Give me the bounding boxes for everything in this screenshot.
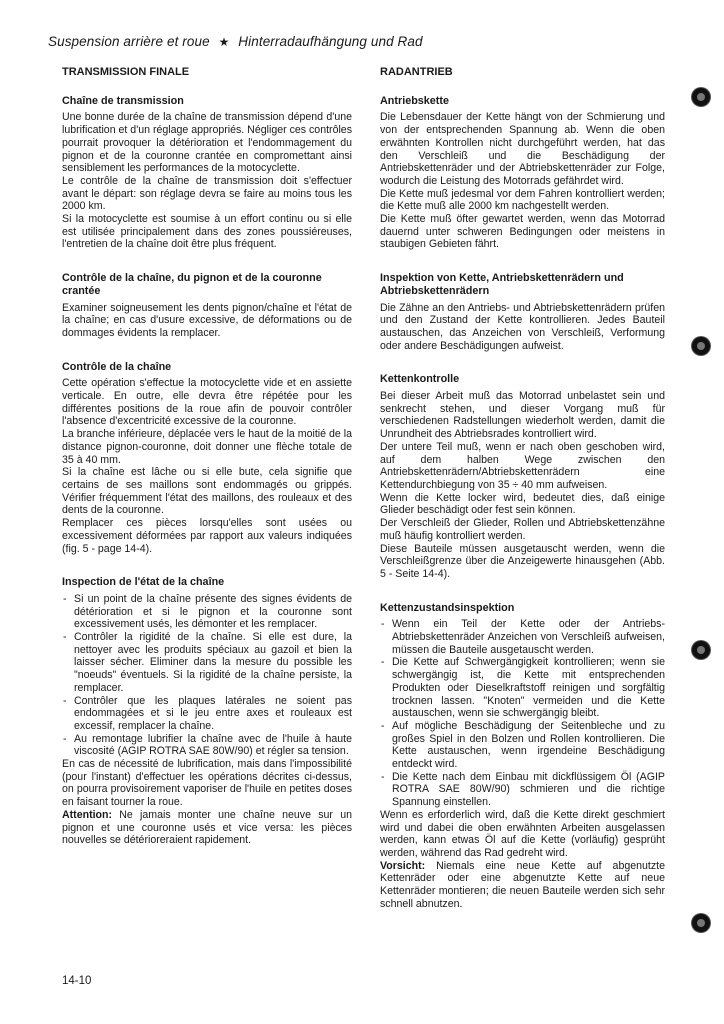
section-inspection-etat-chaine [62, 576, 352, 847]
list-item: - Die Kette auf Schwergängigkeit kontrollieren; wenn sie schwergängig ist, die Kette mit entsprechenden Produkten oder Dieselkraftstoff reinigen und sorgfältig trocknen lassen. "Knoten" vermeiden und die Kette austauschen, wenn sie schwergängig bleibt. [380, 656, 665, 720]
caution-label: Vorsicht: [380, 859, 426, 872]
header-french: Suspension arrière et roue [48, 34, 210, 49]
section-title-de: RADANTRIEB [380, 66, 453, 78]
binder-tab-dot-icon [692, 641, 710, 659]
star-separator-icon: ★ [218, 35, 230, 49]
list-item: - Auf mögliche Beschädigung der Seitenbleche und zu großes Spiel in den Bolzen und Rollen kontrollieren. Die Kette austauschen, wenn irgendeine Beschädigung entdeckt wird. [380, 720, 665, 771]
page-number: 14-10 [62, 975, 92, 987]
binder-tab-dot-icon [692, 88, 710, 106]
list-item: - Contrôler la rigidité de la chaîne. Si elle est dure, la nettoyer avec les produits spéciaux au gazoil et bien la laisser sécher. Eliminer dans la mesure du possible les "noeuds" éventuels. Si la rigidité de la chaîne persiste, la remplacer. [62, 631, 352, 695]
list-item: - Die Kette nach dem Einbau mit dickflüssigem Öl (AGIP ROTRA SAE 80W/90) schmieren und die richtige Spannung einstellen. [380, 771, 665, 809]
paragraph: Examiner soigneusement les dents pignon/chaîne et l'état de la chaîne; en cas d'usure excessive, de déformations ou de dommages évidents la remplacer. [62, 301, 352, 339]
heading: Chaîne de transmission [62, 94, 184, 107]
bullet-list [62, 593, 352, 758]
section-antriebskette [380, 95, 665, 251]
running-header [48, 34, 688, 49]
paragraph: Der untere Teil muß, wenn er nach oben geschoben wird, auf dem halben Wege zwischen den Antriebskettenrädern/Abtriebskettenrädern eine Kettendurchbiegung von 35 ÷ 40 mm aufweisen. [380, 440, 665, 491]
paragraph: Wenn es erforderlich wird, daß die Kette direkt geschmiert wird und dabei die oben erwähnten Arbeiten ausgelassen werden, kann etwas Öl auf die Kette (vorläufig) gesprüht werden, während das Rad gedreht wird. [380, 808, 665, 859]
paragraph: En cas de nécessité de lubrification, mais dans l'impossibilité (pour l'instant) d'effectuer les opérations décrites ci-dessus, on pourra provisoirement vaporiser de l'huile en petites doses en faisant tourner la roue. [62, 758, 352, 809]
list-item: - Wenn ein Teil der Kette oder der Antriebs-Abtriebskettenräder Anzeichen von Verschleiß aufweisen, müssen die Bauteile ausgetauscht werden. [380, 618, 665, 656]
header-german: Hinterradaufhängung und Rad [238, 34, 423, 49]
section-title-fr: TRANSMISSION FINALE [62, 66, 190, 78]
list-item: - Contrôler que les plaques latérales ne soient pas endommagées et si le jeu entre axes et rouleaux est excessif, remplacer la chaîne. [62, 695, 352, 733]
heading: Kettenkontrolle [380, 373, 460, 386]
section-controle-chaine [62, 361, 352, 556]
paragraph: Cette opération s'effectue la motocyclette vide et en assiette verticale. En outre, elle devra être répétée pour les différentes positions de la roue afin de pouvoir contrôler l'absence d'excentricité excessive de la couronne. [62, 377, 352, 428]
section-kettenkontrolle [380, 373, 665, 580]
paragraph: Die Zähne an den Antriebs- und Abtriebskettenrädern prüfen und den Zustand der Kette kontrollieren. Jedes Bauteil austauschen, das Anzeichen von Verschleiß, Verformung oder andere Beschädigungen aufweist. [380, 301, 665, 352]
paragraph: La branche inférieure, déplacée vers le haut de la moitié de la distance pignon-couronne, doit donner une flèche totale de 35 à 40 mm. [62, 428, 352, 466]
attention-text: Ne jamais monter une chaîne neuve sur un pignon et une couronne usés et vice versa: les pièces nouvelles se détérioreraient rapidement. [62, 808, 352, 847]
paragraph: Die Lebensdauer der Kette hängt von der Schmierung und von der entsprechenden Spannung ab. Wenn die oben erwähnten Kontrollen nicht durchgeführt werden, hat das den Verschleiß und die Beschädigung der Antriebskettenräder und der Abtriebskettenräder zur Folge, wodurch die Leistung des Motorrads gefährdet wird. [380, 111, 665, 187]
section-chaine-transmission [62, 95, 352, 251]
binder-tab-dot-icon [692, 914, 710, 932]
list-item: - Si un point de la chaîne présente des signes évidents de détérioration et si le pignon et la couronne sont excessivement usés, les démonter et les remplacer. [62, 593, 352, 631]
heading: Kettenzustandsinspektion [380, 601, 515, 614]
paragraph: Une bonne durée de la chaîne de transmission dépend d'une lubrification et d'un réglage appropriés. Négliger ces contrôles pourrait provoquer la détérioration et l'endommagement du pignon et de la couronne crantée en compromettant ainsi sensiblement les performances de la motocyclette. [62, 111, 352, 175]
bullet-list [380, 618, 665, 809]
section-controle-pignon-couronne [62, 272, 352, 340]
heading: Contrôle de la chaîne, du pignon et de la couronne crantée [62, 272, 322, 297]
attention-label: Attention: [62, 808, 113, 821]
paragraph: Si la motocyclette est soumise à un effort continu ou si elle est utilisée principalement dans des zones poussiéreuses, l'entretien de la chaîne doit être plus fréquent. [62, 213, 352, 251]
paragraph: Die Kette muß jedesmal vor dem Fahren kontrolliert werden; die Kette muß alle 2000 km nachgestellt werden. [380, 187, 665, 213]
list-item: - Au remontage lubrifier la chaîne avec de l'huile à haute viscosité (AGIP ROTRA SAE 80W/90) et régler sa tension. [62, 733, 352, 758]
paragraph: Si la chaîne est lâche ou si elle bute, cela signifie que certains de ses maillons sont endommagés ou grippés. Vérifier fréquemment l'état des maillons, des rouleaux et des dents de la couronne. [62, 466, 352, 517]
heading: Contrôle de la chaîne [62, 360, 172, 373]
paragraph: Le contrôle de la chaîne de transmission doit s'effectuer avant le départ: son réglage devra se faire au moins tous les 2000 km. [62, 174, 352, 213]
heading: Inspektion von Kette, Antriebskettenrädern und Abtriebskettenrädern [380, 272, 624, 297]
paragraph: Die Kette muß öfter gewartet werden, wenn das Motorrad dauernd unter schweren Bedingungen oder meistens in staubigen Gebieten fährt. [380, 213, 665, 251]
german-column [380, 66, 665, 931]
paragraph: Diese Bauteile müssen ausgetauscht werden, wenn die Verschleißgrenze über die Anzeigewerte hinausgehen (Abb. 5 - Seite 14-4). [380, 542, 665, 580]
section-kettenzustandsinspektion [380, 602, 665, 911]
caution-text: Niemals eine neue Kette auf abgenutzte Kettenräder oder eine abgenutzte Kette auf neue Kettenräder montieren; die neuen Bauteile werden sich sehr schnell abnutzen. [380, 859, 665, 910]
heading: Antriebskette [380, 94, 449, 107]
attention-note [62, 809, 352, 847]
heading: Inspection de l'état de la chaîne [62, 576, 225, 589]
paragraph: Bei dieser Arbeit muß das Motorrad unbelastet sein und senkrecht stehen, und dieser Vorgang muß für verschiedenen Radstellungen wiederholt werden, damit die Unrundheit des Abtriebsrades kontrolliert wird. [380, 390, 665, 441]
caution-note [380, 860, 665, 911]
french-column [62, 66, 352, 868]
section-inspektion-kettenraeder [380, 272, 665, 352]
paragraph: Der Verschleiß der Glieder, Rollen und Abtriebskettenzähne muß häufig kontrolliert werden. [380, 517, 665, 542]
paragraph: Remplacer ces pièces lorsqu'elles sont usées ou excessivement déformées par rapport aux valeurs indiquées (fig. 5 - page 14-4). [62, 517, 352, 555]
paragraph: Wenn die Kette locker wird, bedeutet dies, daß einige Glieder beschädigt oder fest sein können. [380, 491, 665, 517]
binder-tab-dot-icon [692, 337, 710, 355]
